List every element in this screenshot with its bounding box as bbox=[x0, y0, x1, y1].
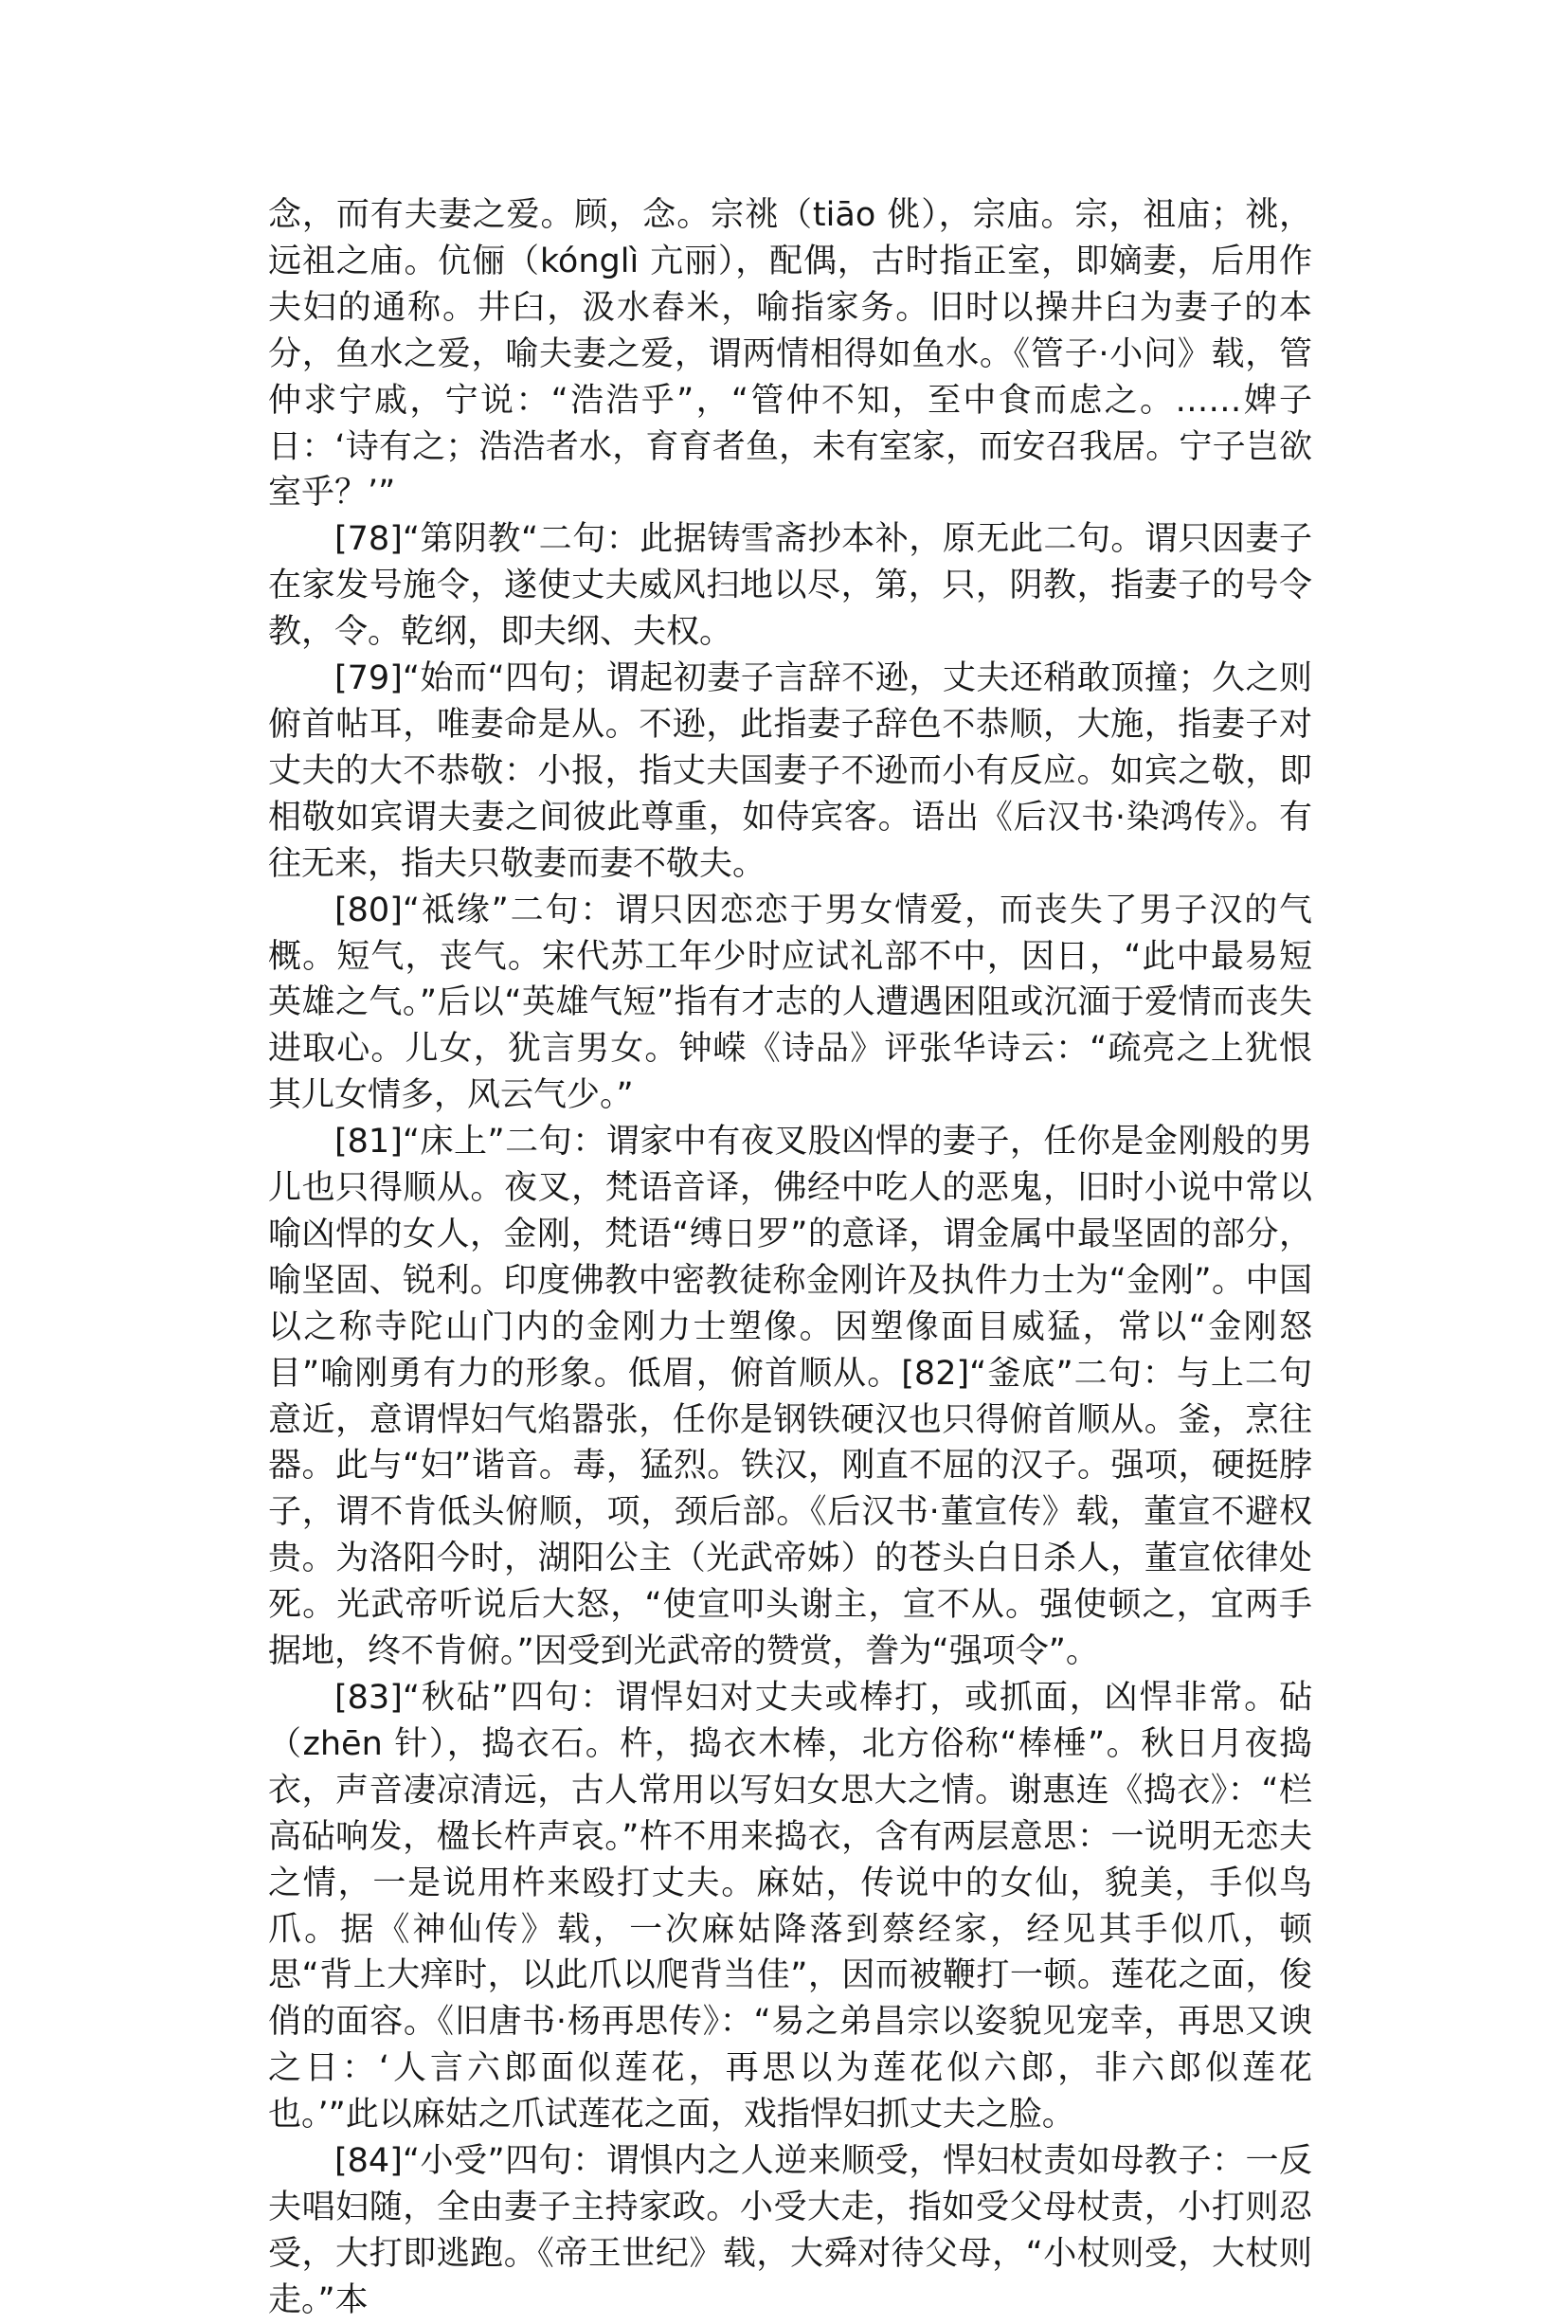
paragraph-continuation: 念，而有夫妻之爱。顾，念。宗祧（tiāo 佻），宗庙。宗，祖庙；祧，远祖之庙。伉俪（kónglì 亢丽），配偶，古时指正室，即嫡妻，后用作夫妇的通称。井臼，汲水舂米，喻指家务。旧时以操井臼为妻子的本分，鱼水之爱，喻夫妻之爱，谓两情相得如鱼水。《管子·小问》载，管仲求宁戚，宁说：“浩浩乎”，“管仲不知，至中食而虑之。……婢子日：‘诗有之；浩浩者水，育育者鱼，未有室家，而安召我居。宁子岂欲室乎？’” bbox=[268, 196, 1312, 513]
document-page bbox=[268, 192, 1312, 2324]
paragraph-note-78: [78]“第阴教“二句：此据铸雪斋抄本补，原无此二句。谓只因妻子在家发号施令，遂使丈夫威风扫地以尽，第，只，阴教，指妻子的号令教，令。乾纲，即夫纲、夫权。 bbox=[268, 520, 1312, 652]
paragraph-note-83: [83]“秋砧”四句：谓悍妇对丈夫或棒打，或抓面，凶悍非常。砧（zhēn 针），捣衣石。杵，捣衣木棒，北方俗称“棒棰”。秋日月夜捣衣，声音凄凉清远，古人常用以写妇女思大之情。谢惠连《捣衣》：“栏高砧响发，楹长杵声哀。”杵不用来捣衣，含有两层意思：一说明无恋夫之情，一是说用杵来殴打丈夫。麻姑，传说中的女仙，貌美，手似鸟爪。据《神仙传》载，一次麻姑降落到蔡经家，经见其手似爪，顿思“背上大痒时，以此爪以爬背当佳”，因而被鞭打一顿。莲花之面，俊俏的面容。《旧唐书·杨再思传》：“易之弟昌宗以姿貌见宠幸，再思又谀之日：‘人言六郎面似莲花，再思以为莲花似六郎，非六郎似莲花也。’”此以麻姑之爪试莲花之面，戏指悍妇抓丈夫之脸。 bbox=[268, 1679, 1312, 2135]
paragraph-note-81-82: [81]“床上”二句：谓家中有夜叉股凶悍的妻子，任你是金刚般的男儿也只得顺从。夜叉，梵语音译，佛经中吃人的恶鬼，旧时小说中常以喻凶悍的女人，金刚，梵语“缚日罗”的意译，谓金属中最坚固的部分，喻坚固、锐利。印度佛教中密教徒称金刚许及执件力士为“金刚”。中国以之称寺陀山门内的金刚力士塑像。因塑像面目威猛，常以“金刚怒目”喻刚勇有力的形象。低眉，俯首顺从。[82]“釜底”二句：与上二句意近，意谓悍妇气焰嚣张，任你是钢铁硬汉也只得俯首顺从。釜，烹往器。此与“妇”谐音。毒，猛烈。铁汉，刚直不屈的汉子。强项，硬挺脖子，谓不肯低头俯顺，项，颈后部。《后汉书·董宣传》载，董宣不避权贵。为洛阳今时，湖阳公主（光武帝姊）的苍头白日杀人，董宣依律处死。光武帝听说后大怒，“使宣叩头谢主，宣不从。强使顿之，宜两手据地，终不肯俯。”因受到光武帝的赞赏，誊为“强项令”。 bbox=[268, 1123, 1312, 1671]
paragraph-note-79: [79]“始而“四句；谓起初妻子言辞不逊，丈夫还稍敢顶撞；久之则俯首帖耳，唯妻命是从。不逊，此指妻子辞色不恭顺，大施，指妻子对丈夫的大不恭敬：小报，指丈夫国妻子不逊而小有反应。如宾之敬，即相敬如宾谓夫妻之间彼此尊重，如侍宾客。语出《后汉书·染鸿传》。有往无来，指夫只敬妻而妻不敬夫。 bbox=[268, 659, 1312, 883]
paragraph-note-84: [84]“小受”四句：谓惧内之人逆来顺受，悍妇杖责如母教子：一反夫唱妇随，全由妻子主持家政。小受大走，指如受父母杖责，小打则忍受，大打即逃跑。《帝王世纪》载，大舜对待父母，“小杖则受，大杖则走。”本 bbox=[268, 2142, 1312, 2319]
paragraph-note-80: [80]“祗缘”二句：谓只因恋恋于男女情爱，而丧失了男子汉的气概。短气，丧气。宋代苏工年少时应试礼部不中，因日，“此中最易短英雄之气。”后以“英雄气短”指有才志的人遭遇困阻或沉湎于爱情而丧失进取心。儿女，犹言男女。钟嵘《诗品》评张华诗云：“疏亮之上犹恨其儿女情多，风云气少。” bbox=[268, 891, 1312, 1115]
